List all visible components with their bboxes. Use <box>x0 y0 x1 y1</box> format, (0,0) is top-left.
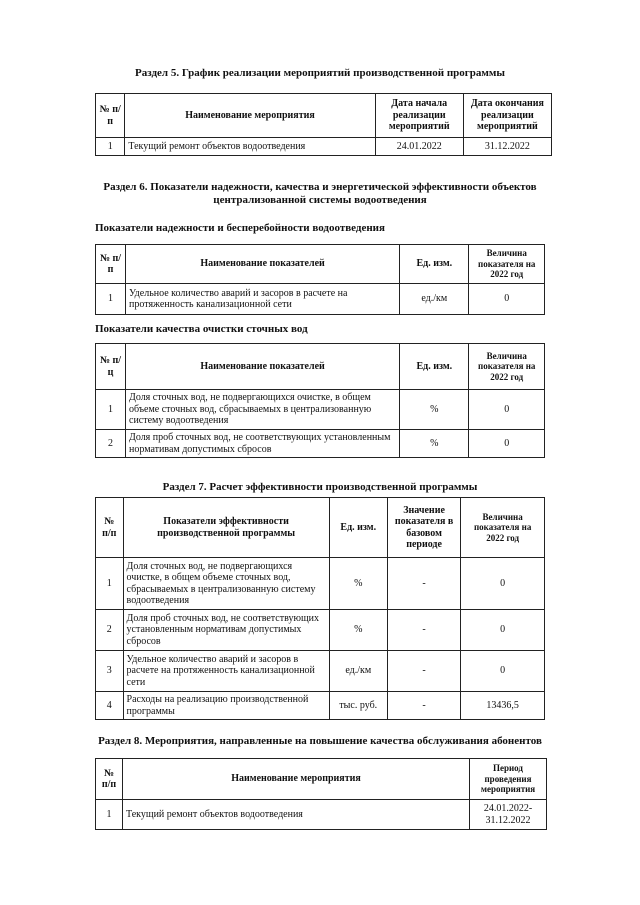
row-number: 2 <box>96 430 126 458</box>
table-row <box>96 138 552 156</box>
section8-table <box>95 758 547 830</box>
row-number: 1 <box>96 558 124 610</box>
section6-heading-line2: централизованной системы водоотведения <box>213 194 427 206</box>
col-value-header: Величина показателя на 2022 год <box>461 498 545 558</box>
row-name: Удельное количество аварий и засоров в расчете на протяженность канализационной сети <box>123 651 329 692</box>
row-value: 0 <box>461 558 545 610</box>
col-number-header: № п/п <box>96 759 123 800</box>
section6-heading-line1: Раздел 6. Показатели надежности, качества и энергетической эффективности объектов <box>103 181 537 193</box>
row-unit: % <box>400 390 469 430</box>
row-unit: % <box>329 610 387 651</box>
table-header-row <box>96 245 545 284</box>
col-base-value-header: Значение показателя в базовом периоде <box>387 498 460 558</box>
row-name: Доля сточных вод, не подвергающихся очистке, в общем объеме сточных вод, сбрасываемых в централизованную систему водоотведения <box>123 558 329 610</box>
row-number: 1 <box>96 800 123 830</box>
row-name: Удельное количество аварий и засоров в расчете на протяженность канализационной сети <box>126 284 400 315</box>
table-header-row <box>96 498 545 558</box>
table-row <box>96 651 545 692</box>
row-name: Доля сточных вод, не подвергающихся очистке, в общем объеме сточных вод, сбрасываемых в централизованную систему водоотведения <box>126 390 400 430</box>
table-row <box>96 800 547 830</box>
row-value: 13436,5 <box>461 692 545 720</box>
col-end-date-header: Дата окончания реализации мероприятий <box>463 94 551 138</box>
reliability-title: Показатели надежности и бесперебойности водоотведения <box>95 222 385 234</box>
table-header-row <box>96 344 545 390</box>
quality-table <box>95 343 545 458</box>
col-number-header: № п/п <box>96 245 126 284</box>
col-name-header: Показатели эффективности производственной программы <box>123 498 329 558</box>
row-number: 1 <box>96 390 126 430</box>
col-name-header: Наименование мероприятия <box>125 94 375 138</box>
row-base-value: - <box>387 558 460 610</box>
col-value-header: Величина показателя на 2022 год <box>469 245 545 284</box>
col-unit-header: Ед. изм. <box>400 245 469 284</box>
col-number-header: № п/п <box>96 498 124 558</box>
row-number: 1 <box>96 138 125 156</box>
col-unit-header: Ед. изм. <box>400 344 469 390</box>
col-number-header: № п/п <box>96 94 125 138</box>
row-name: Текущий ремонт объектов водоотведения <box>125 138 375 156</box>
section8-heading: Раздел 8. Мероприятия, направленные на повышение качества обслуживания абонентов <box>98 735 542 747</box>
row-name: Доля проб сточных вод, не соответствующих установленным нормативам допустимых сбросов <box>126 430 400 458</box>
col-period-header: Период проведения мероприятия <box>470 759 547 800</box>
quality-title: Показатели качества очистки сточных вод <box>95 323 308 335</box>
section7-table <box>95 497 545 720</box>
row-unit: ед./км <box>329 651 387 692</box>
row-base-value: - <box>387 651 460 692</box>
row-value: 0 <box>469 284 545 315</box>
row-value: 0 <box>461 651 545 692</box>
row-number: 3 <box>96 651 124 692</box>
col-name-header: Наименование показателей <box>126 344 400 390</box>
table-header-row <box>96 759 547 800</box>
table-row <box>96 692 545 720</box>
row-number: 1 <box>96 284 126 315</box>
row-value: 0 <box>469 390 545 430</box>
row-period: 24.01.2022- 31.12.2022 <box>470 800 547 830</box>
row-unit: % <box>400 430 469 458</box>
row-unit: ед./км <box>400 284 469 315</box>
row-number: 2 <box>96 610 124 651</box>
table-row <box>96 558 545 610</box>
col-name-header: Наименование мероприятия <box>123 759 470 800</box>
row-unit: тыс. руб. <box>329 692 387 720</box>
col-value-header: Величина показателя на 2022 год <box>469 344 545 390</box>
table-row <box>96 390 545 430</box>
row-base-value: - <box>387 610 460 651</box>
row-value: 0 <box>461 610 545 651</box>
row-base-value: - <box>387 692 460 720</box>
table-row <box>96 610 545 651</box>
row-start-date: 24.01.2022 <box>375 138 463 156</box>
row-name: Расходы на реализацию производственной программы <box>123 692 329 720</box>
row-name: Доля проб сточных вод, не соответствующих установленным нормативам допустимых сбросов <box>123 610 329 651</box>
table-row <box>96 284 545 315</box>
section5-heading: Раздел 5. График реализации мероприятий производственной программы <box>135 67 505 79</box>
row-name: Текущий ремонт объектов водоотведения <box>123 800 470 830</box>
col-unit-header: Ед. изм. <box>329 498 387 558</box>
section7-heading: Раздел 7. Расчет эффективности производственной программы <box>162 481 478 493</box>
col-name-header: Наименование показателей <box>126 245 400 284</box>
section5-table <box>95 93 552 156</box>
row-value: 0 <box>469 430 545 458</box>
row-end-date: 31.12.2022 <box>463 138 551 156</box>
row-number: 4 <box>96 692 124 720</box>
table-header-row <box>96 94 552 138</box>
table-row <box>96 430 545 458</box>
col-start-date-header: Дата начала реализации мероприятий <box>375 94 463 138</box>
reliability-table <box>95 244 545 315</box>
row-unit: % <box>329 558 387 610</box>
col-number-header: № п/ц <box>96 344 126 390</box>
